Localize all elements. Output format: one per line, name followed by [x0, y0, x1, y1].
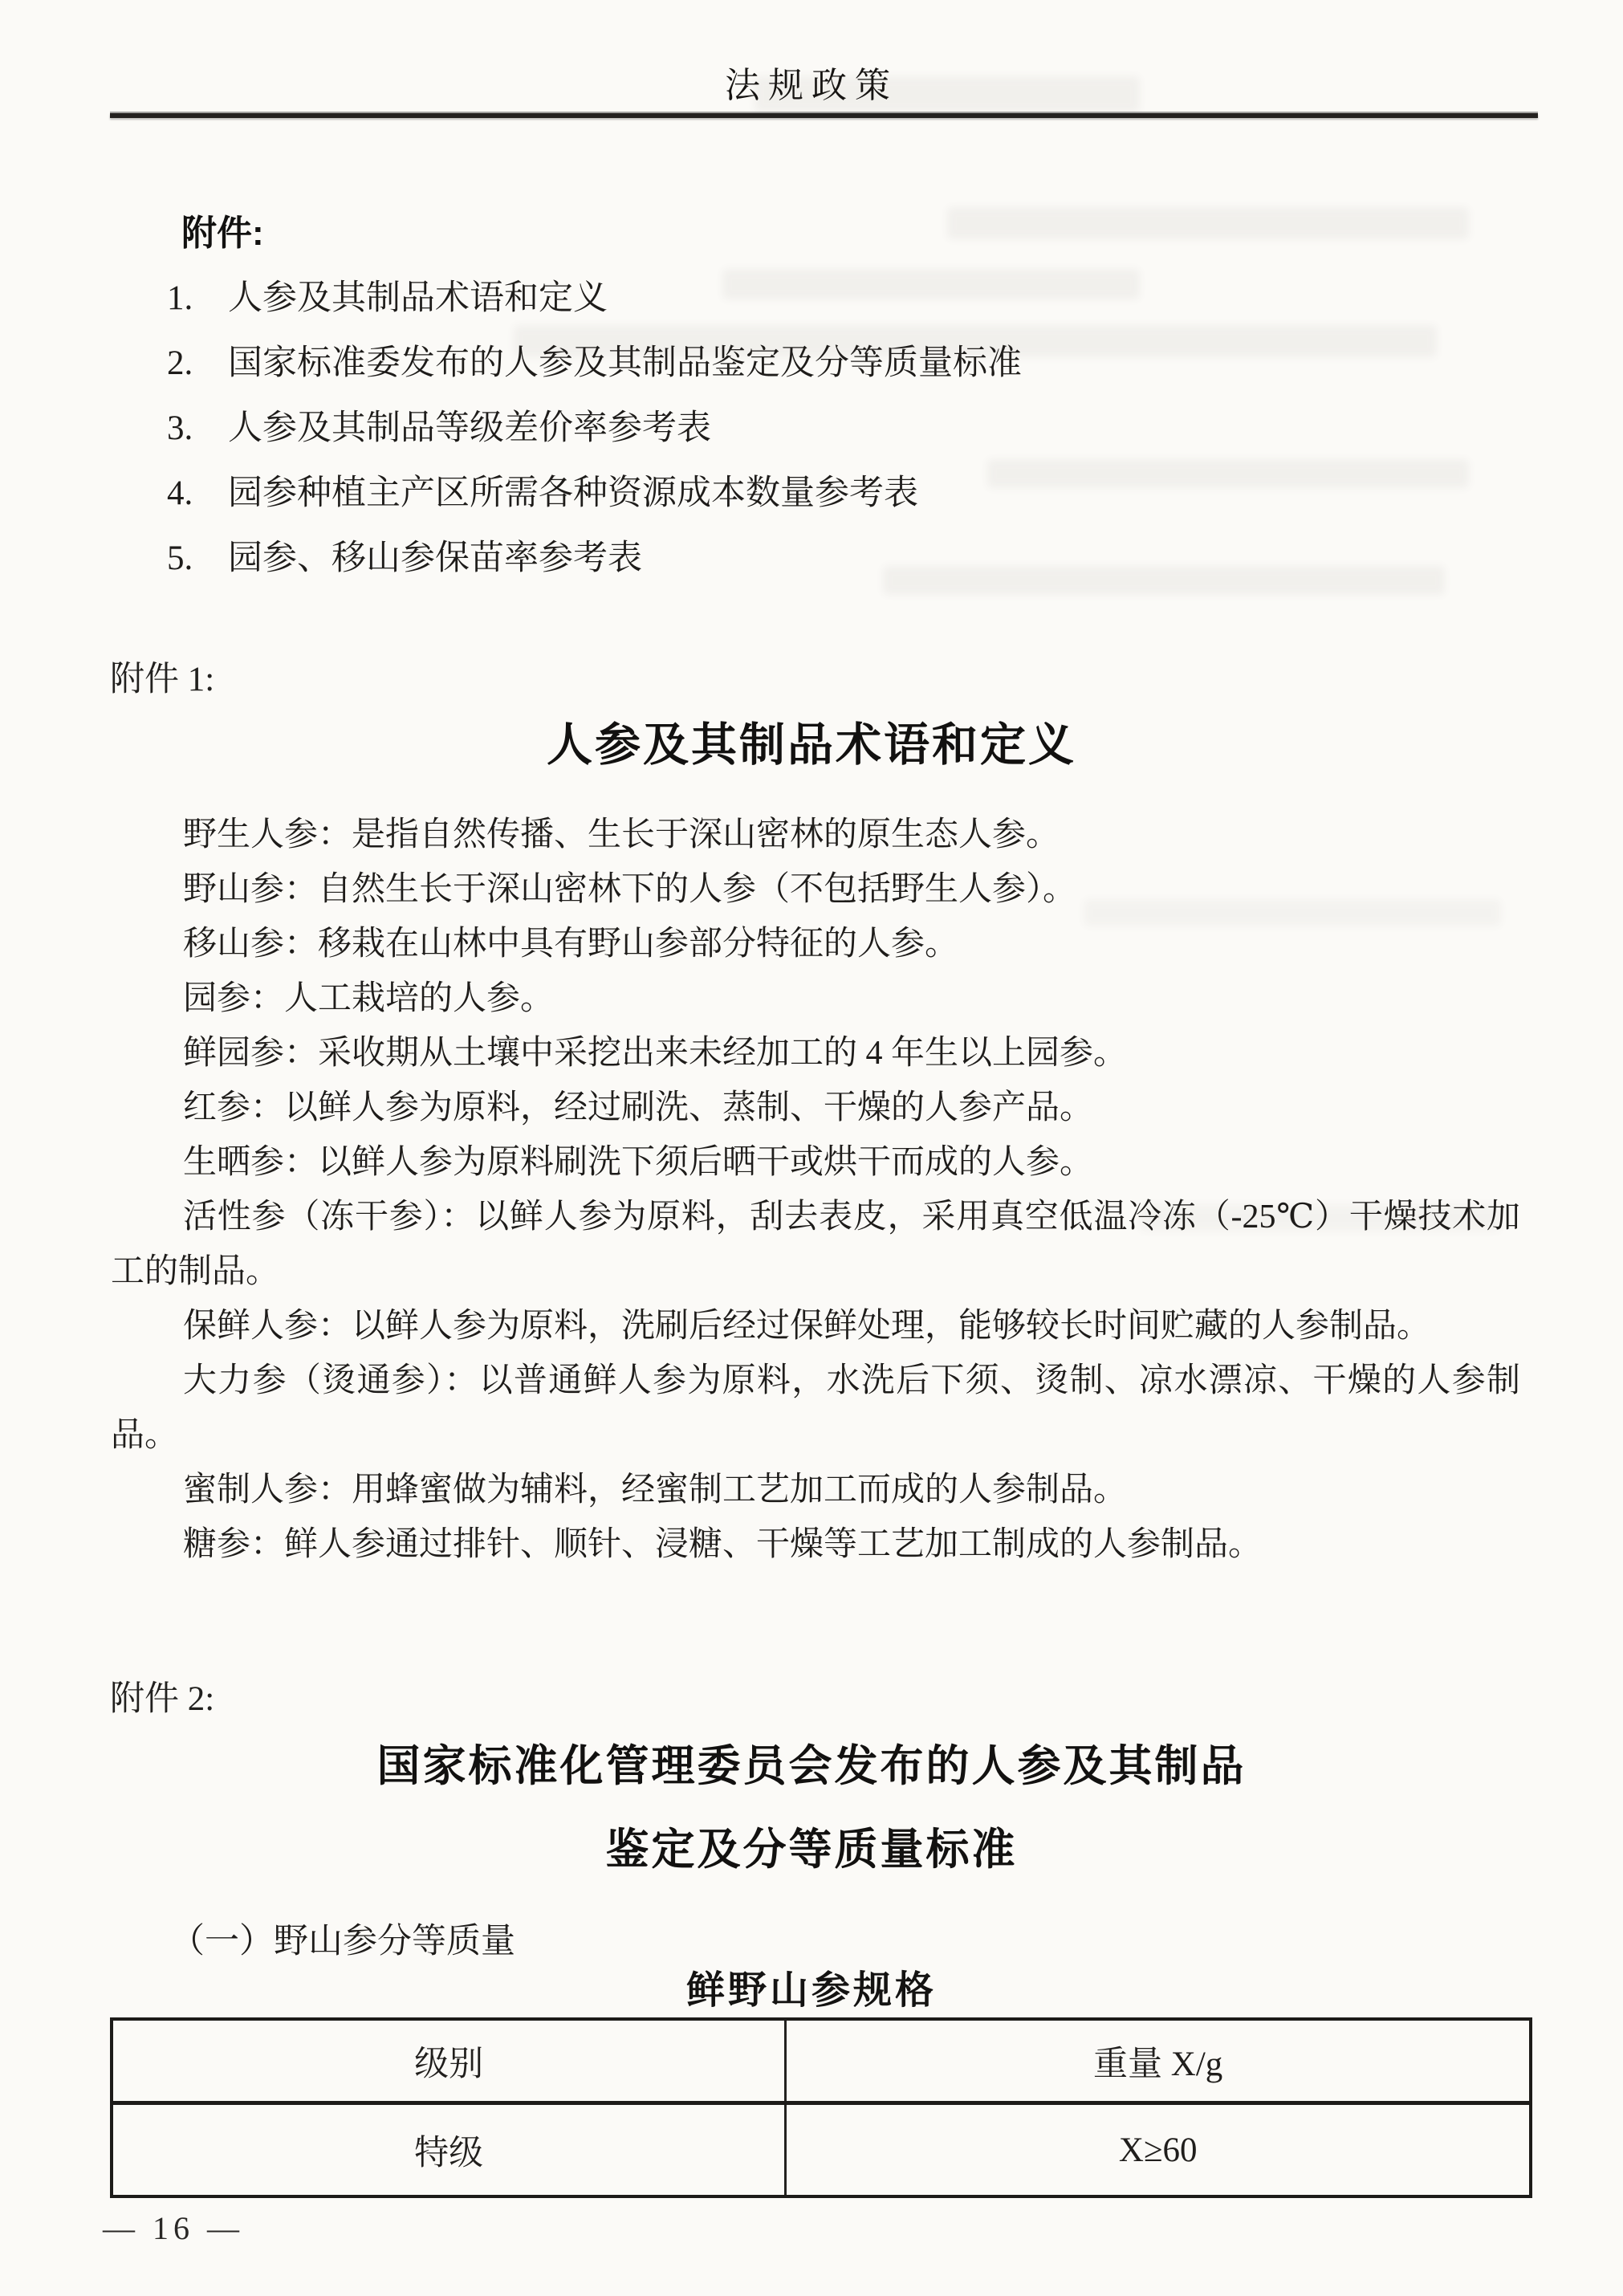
annex2-label: 附件 2:: [110, 1680, 215, 1718]
header-rule: [110, 113, 1538, 118]
attachment-item-text: 人参及其制品术语和定义: [228, 279, 608, 317]
definition-paragraph: 野生人参：是指自然传播、生长于深山密林的原生态人参。: [183, 816, 1060, 853]
attachment-item-text: 园参、移山参保苗率参考表: [228, 539, 642, 577]
definition-paragraph: 鲜园参：采收期从土壤中采挖出来未经加工的 4 年生以上园参。: [183, 1035, 1128, 1072]
definition-paragraph: 糖参：鲜人参通过排针、顺针、浸糖、干燥等工艺加工制成的人参制品。: [183, 1526, 1263, 1563]
annex2-title-line1: 国家标准化管理委员会发布的人参及其制品: [376, 1742, 1247, 1790]
spec-table: [110, 2017, 1532, 2198]
definition-paragraph: 野山参：自然生长于深山密林下的人参（不包括野生人参）。: [183, 871, 1077, 908]
definition-paragraph: 活性参（冻干参）：以鲜人参为原料，刮去表皮，采用真空低温冷冻（-25℃）干燥技术加工的制品。: [111, 1199, 1520, 1290]
attachment-list-item: [167, 526, 1515, 591]
attachment-item-number: 4.: [167, 474, 193, 512]
definition-paragraph: 蜜制人参：用蜂蜜做为辅料，经蜜制工艺加工而成的人参制品。: [183, 1472, 1128, 1508]
definition-paragraph: 园参：人工栽培的人参。: [183, 980, 555, 1017]
definition-paragraph: 移山参：移栽在山林中具有野山参部分特征的人参。: [183, 926, 959, 963]
table-cell-grade: 特级: [112, 2103, 786, 2197]
definition-paragraph: 生晒参：以鲜人参为原料刷洗下须后晒干或烘干而成的人参。: [183, 1144, 1094, 1181]
attachment-item-number: 3.: [167, 409, 193, 447]
attachment-item-text: 园参种植主产区所需各种资源成本数量参考表: [228, 474, 918, 512]
attachment-item-text: 国家标准委发布的人参及其制品鉴定及分等质量标准: [228, 344, 1022, 382]
table-header-cell-grade: 级别: [112, 2019, 786, 2103]
table-header-cell-weight: 重量 X/g: [786, 2019, 1531, 2103]
page-header: 法规政策: [725, 66, 898, 105]
attachment-item-text: 人参及其制品等级差价率参考表: [228, 409, 711, 447]
attachments-label: 附件:: [181, 214, 264, 253]
table-title: 鲜野山参规格: [685, 1969, 937, 2012]
attachment-item-number: 1.: [167, 279, 193, 317]
table-header-row: [112, 2019, 1531, 2103]
table-row: [112, 2103, 1531, 2197]
section-heading: （一）野山参分等质量: [170, 1923, 515, 1960]
attachment-item-number: 5.: [167, 539, 193, 577]
definition-paragraph: 大力参（烫通参）：以普通鲜人参为原料，水洗后下须、烫制、凉水漂凉、干燥的人参制品。: [111, 1362, 1520, 1454]
definitions-section: [111, 808, 1520, 1572]
attachment-item-number: 2.: [167, 344, 193, 382]
annex2-title: [0, 1724, 1623, 1891]
annex1-title: 人参及其制品术语和定义: [547, 720, 1076, 771]
definition-paragraph: 保鲜人参：以鲜人参为原料，洗刷后经过保鲜处理，能够较长时间贮藏的人参制品。: [183, 1308, 1431, 1345]
attachment-list-item: [167, 266, 1515, 331]
attachment-list-item: [167, 461, 1515, 526]
definition-paragraph: 红参：以鲜人参为原料，经过刷洗、蒸制、干燥的人参产品。: [183, 1089, 1094, 1126]
annex1-label: 附件 1:: [110, 661, 215, 698]
table-cell-weight: X≥60: [786, 2103, 1531, 2197]
page-number: — 16 —: [103, 2210, 244, 2246]
annex2-title-line2: 鉴定及分等质量标准: [605, 1826, 1018, 1874]
attachment-list-item: [167, 331, 1515, 396]
attachment-list-item: [167, 396, 1515, 461]
attachments-list: [167, 201, 1515, 591]
